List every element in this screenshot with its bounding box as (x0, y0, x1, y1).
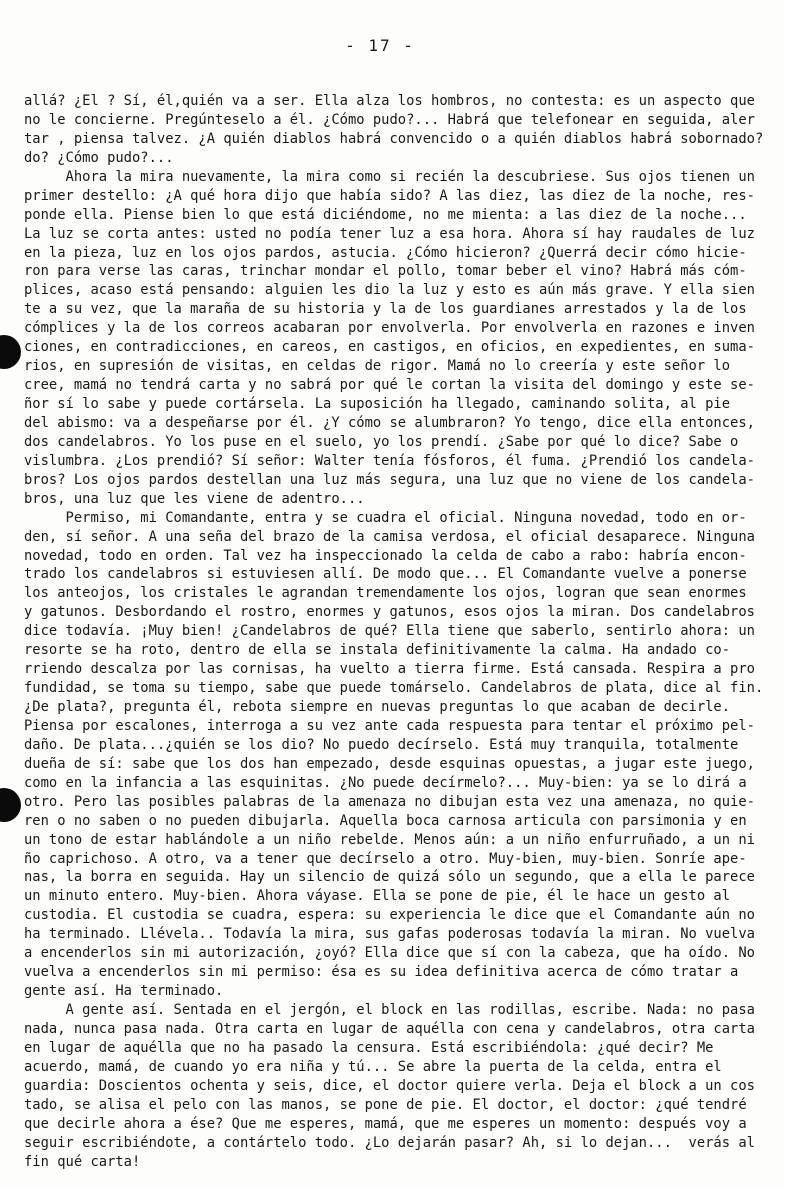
text-line: plices, acaso está pensando: alguien les dio la luz y esto es aún más grave. Y ella sien (24, 282, 755, 299)
text-line: nada, nunca pasa nada. Otra carta en lugar de aquélla con cena y candelabros, otra carta (24, 1020, 755, 1037)
text-line: ¿De plata?, pregunta él, rebota siempre en nuevas preguntas lo que acaban de decirle. (24, 699, 731, 715)
text-line: resorte se ha roto, dentro de ella se instala definitivamente la calma. Ha andado co- (24, 642, 731, 659)
text-line: do? ¿Cómo pudo?... (24, 149, 174, 166)
text-line: en la pieza, luz en los ojos pardos, astucia. ¿Cómo hicieron? ¿Querrá decir cómo hicie- (24, 244, 747, 261)
text-line: vislumbra. ¿Los prendió? Sí señor: Walter tenía fósforos, él fuma. ¿Prendió los candela- (24, 452, 755, 469)
text-line: rios, en supresión de visitas, en celdas de rigor. Mamá no lo creería y este señor lo (24, 358, 731, 375)
typewritten-body-text (24, 92, 766, 1171)
text-line: cree, mamá no tendrá carta y no sabrá por qué le cortan la visita del domingo y este se- (24, 377, 755, 394)
text-line: nas, la borra en seguida. Hay un silencio de quizá sólo un segundo, que a ella le parece (24, 869, 755, 886)
text-line: Permiso, mi Comandante, entra y se cuadra el oficial. Ninguna novedad, todo en or- (24, 509, 747, 526)
text-line: seguir escribiéndote, a contártelo todo. ¿Lo dejarán pasar? Ah, si lo dejan... verás al (24, 1134, 755, 1151)
binder-hole-lower (0, 788, 21, 822)
text-line: guardia: Doscientos ochenta y seis, dice, el doctor quiere verla. Deja el block a un cos (24, 1077, 755, 1094)
text-line: acuerdo, mamá, de cuando yo era niña y tú... Se abre la puerta de la celda, entra el (24, 1058, 722, 1075)
text-line: tar , piensa talvez. ¿A quién diablos habrá convencido o a quién diablos habrá sobornado? (24, 130, 764, 147)
text-line: trado los candelabros si estuviesen allí. De modo que... El Comandante vuelve a ponerse (24, 566, 747, 583)
text-line: a encenderlos sin mi autorización, ¿oyó? Ella dice que sí con la cabeza, que ha oído. No (24, 945, 755, 962)
text-line: ñor sí lo sabe y puede cortársela. La suposición ha llegado, caminando solita, al pie (24, 396, 731, 412)
binder-hole-upper (0, 335, 21, 369)
text-line: rriendo descalza por las cornisas, ha vuelto a tierra firme. Está cansada. Respira a pro (24, 661, 755, 678)
text-line: Piensa por escalones, interroga a su vez ante cada respuesta para tentar el próximo pel- (24, 717, 755, 734)
text-line: dueña de sí: sabe que los dos han empezado, desde esquinas opuestas, a jugar este juego, (24, 755, 755, 772)
text-line: daño. De plata...¿quién se los dio? No puedo decírselo. Está muy tranquila, totalmente (24, 736, 739, 753)
text-line: gente así. Ha terminado. (24, 983, 224, 1000)
text-line: bros? Los ojos pardos destellan una luz más segura, una luz que no viene de los candela- (24, 471, 755, 488)
text-line: otro. Pero las posibles palabras de la amenaza no dibujan esta vez una amenaza, no quie- (24, 793, 755, 810)
text-line: primer destello: ¿A qué hora dijo que había sido? A las diez, las diez de la noche, res- (24, 187, 755, 204)
text-line: no le concierne. Pregúnteselo a él. ¿Cómo pudo?... Habrá que telefonear en seguida, aler (24, 111, 755, 128)
text-line: ron para verse las caras, trinchar mondar el pollo, tomar beber el vino? Habrá más cóm- (24, 263, 747, 280)
text-line: A gente así. Sentada en el jergón, el block en las rodillas, escribe. Nada: no pasa (24, 1002, 755, 1018)
page-number: - 17 - (345, 36, 415, 55)
text-line: vuelva a encenderlos sin mi permiso: ésa es su idea definitiva acerca de cómo tratar a (24, 964, 739, 981)
text-line: Ahora la mira nuevamente, la mira como si recién la descubriese. Sus ojos tienen un (24, 168, 755, 185)
text-line: bros, una luz que les viene de adentro... (24, 490, 365, 507)
text-line: fundidad, se toma su tiempo, sabe que puede tomárselo. Candelabros de plata, dice al fin. (24, 680, 764, 697)
text-line: los anteojos, los cristales le agrandan tremendamente los ojos, logran que sean enormes (24, 585, 747, 602)
text-line: ren o no saben o no pueden dibujarla. Aquella boca carnosa articula con parsimonia y en (24, 812, 747, 829)
text-line: custodia. El custodia se cuadra, espera: su experiencia le dice que el Comandante aún no (24, 907, 755, 924)
text-line: fin qué carta! (24, 1153, 141, 1170)
text-line: te a su vez, que la maraña de su historia y la de los guardianes arrestados y la de los (24, 301, 747, 318)
text-line: novedad, todo en orden. Tal vez ha inspeccionado la celda de cabo a rabo: habría encon- (24, 547, 747, 564)
text-line: en lugar de aquélla que no ha pasado la censura. Está escribiéndola: ¿qué decir? Me (24, 1039, 714, 1056)
text-line: un tono de estar hablándole a un niño rebelde. Menos aún: a un niño enfurruñado, a un ni (24, 831, 755, 848)
text-line: como en la infancia a las esquinitas. ¿No puede decírmelo?... Muy-bien: ya se lo dirá a (24, 774, 747, 791)
text-line: den, sí señor. A una seña del brazo de la camisa verdosa, el oficial desaparece. Ninguna (24, 528, 755, 545)
text-line: y gatunos. Desbordando el rostro, enormes y gatunos, esos ojos la miran. Dos candelabros (24, 604, 755, 621)
text-line: La luz se corta antes: usted no podía tener luz a esa hora. Ahora sí hay raudales de luz (24, 225, 755, 242)
text-line: tado, se alisa el pelo con las manos, se pone de pie. El doctor, el doctor: ¿qué tendré (24, 1096, 747, 1113)
text-line: que decirle ahora a ése? Que me esperes, mamá, que me esperes un momento: después voy a (24, 1115, 747, 1132)
text-line: un minuto entero. Muy-bien. Ahora váyase. Ella se pone de pie, él le hace un gesto al (24, 888, 731, 905)
text-line: dos candelabros. Yo los puse en el suelo, yo los prendí. ¿Sabe por qué lo dice? Sabe o (24, 433, 739, 450)
text-line: del abismo: va a despeñarse por él. ¿Y cómo se alumbraron? Yo tengo, dice ella entonces, (24, 414, 755, 431)
text-line: ha terminado. Llévela.. Todavía la mira, sus gafas poderosas todavía la miran. No vuelva (24, 926, 755, 943)
text-line: ciones, en contradicciones, en careos, en castigos, en oficios, en expedientes, en suma- (24, 339, 755, 356)
text-line: ño caprichoso. A otro, va a tener que decírselo a otro. Muy-bien, muy-bien. Sonríe ape- (24, 850, 747, 867)
text-line: dice todavía. ¡Muy bien! ¿Candelabros de qué? Ella tiene que saberlo, sentirlo ahora: un (24, 623, 755, 640)
text-line: ponde ella. Piense bien lo que está diciéndome, no me mienta: a las diez de la noche... (24, 206, 747, 223)
text-line: cómplices y la de los correos acabaran por envolverla. Por envolverla en razones e inven (24, 320, 755, 337)
text-line: allá? ¿El ? Sí, él,quién va a ser. Ella alza los hombros, no contesta: es un aspecto que (24, 93, 755, 109)
